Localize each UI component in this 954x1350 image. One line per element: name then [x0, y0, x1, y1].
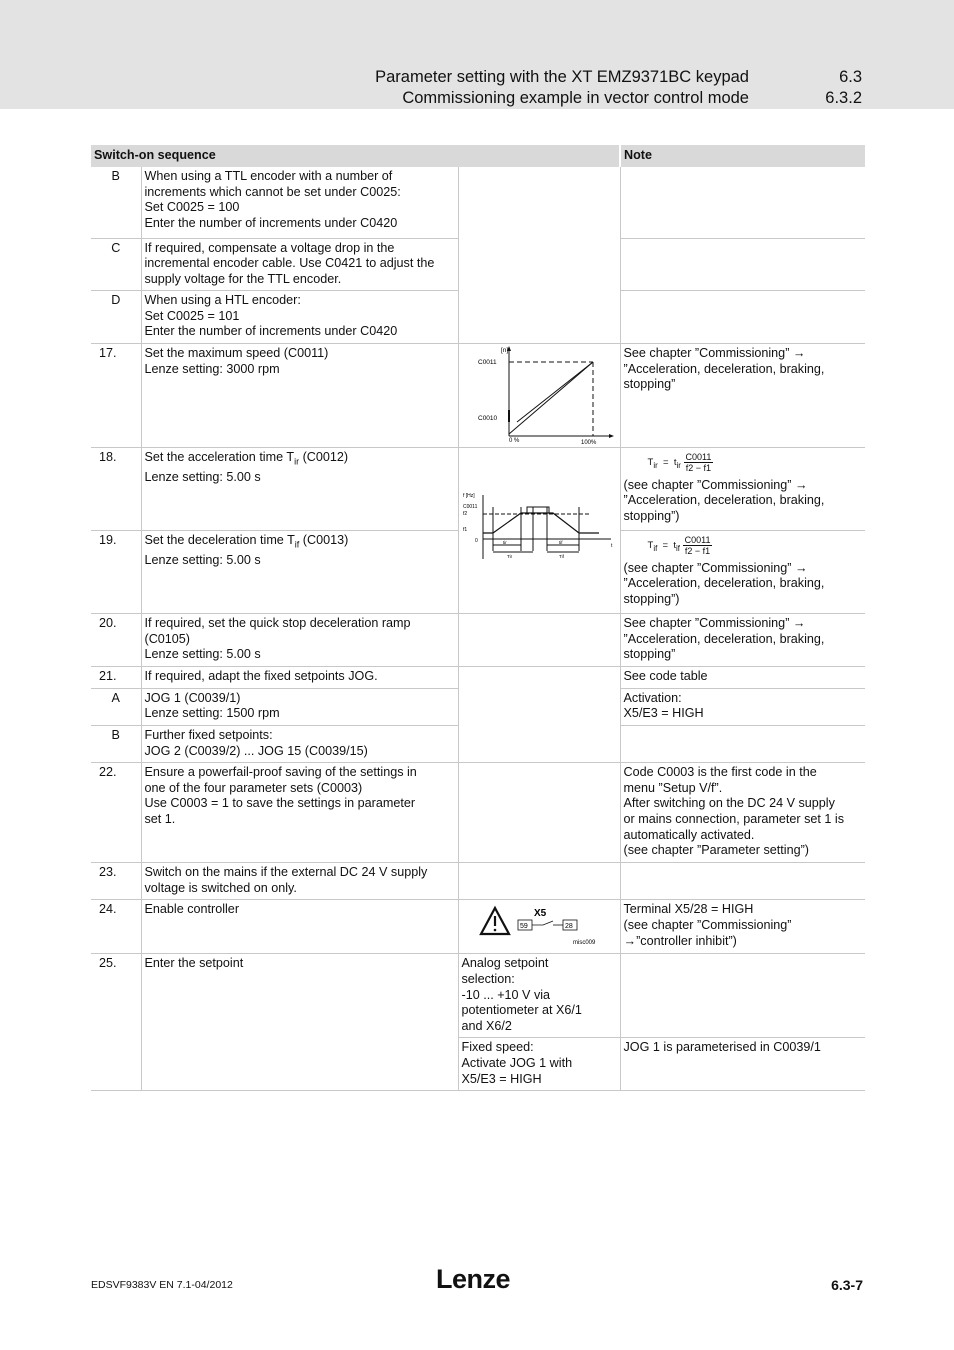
figure-cell-empty	[458, 614, 620, 667]
x-zero-label: 0 %	[508, 438, 519, 445]
x-full-label: 100%	[580, 440, 596, 445]
table-row	[91, 863, 865, 900]
table-row	[91, 954, 865, 1038]
f1-label: f1	[462, 526, 467, 533]
step-id: C	[91, 238, 141, 291]
switch-contact	[532, 921, 553, 925]
table-row	[91, 763, 865, 863]
deceleration-formula: $T_{if} = t_{if}$ $\frac{C0011}{f2 - f1}$	[647, 535, 711, 557]
step-desc: If required, adapt the fixed setpoints JOG.	[141, 667, 458, 689]
speed-diagram-cell	[458, 344, 620, 448]
t-label: t	[610, 542, 612, 549]
table-row	[91, 344, 865, 448]
x-axis-arrow	[609, 434, 614, 438]
speed-setpoint-diagram	[461, 346, 617, 444]
col-header-note: Note	[620, 145, 865, 167]
step-desc: Switch on the mains if the external DC 24 V supply voltage is switched on only.	[141, 863, 458, 900]
col-header-sequence: Switch-on sequence	[91, 145, 620, 167]
step-desc: If required, compensate a voltage drop in the incremental encoder cable. Use C0421 to adjust the supply voltage for the TTL encoder.	[141, 238, 458, 291]
x5-label: X5	[533, 908, 546, 920]
step-desc: Ensure a powerfail-proof saving of the settings in one of the four parameter sets (C0003) Use C0003 = 1 to save the settings in parameter set 1.	[141, 763, 458, 863]
c0010-label: C0010	[477, 415, 497, 423]
terminal-28-label: 28	[564, 923, 573, 931]
terminal-59-label: 59	[519, 923, 528, 931]
header-subsection-number: 6.3.2	[825, 89, 862, 107]
step-note	[620, 954, 865, 1038]
step-desc: Set the deceleration time $T_{if}$ (C0013) Lenze setting: 5.00 s	[141, 531, 458, 614]
step-desc: If required, set the quick stop deceleration ramp (C0105) Lenze setting: 5.00 s	[141, 614, 458, 667]
setpoint-option-analog: Analog setpoint selection: -10 ... +10 V via potentiometer at X6/1 and X6/2	[458, 954, 620, 1038]
step-desc: Enter the setpoint	[141, 954, 458, 1091]
step-id: B	[91, 726, 141, 763]
step-note: Code C0003 is the first code in the menu ”Setup V/f”. After switching on the DC 24 V supply or mains connection, parameter set 1 is automatically activated. (see chapter ”Parameter setting”)	[620, 763, 865, 863]
step-desc: JOG 1 (C0039/1) Lenze setting: 1500 rpm	[141, 688, 458, 725]
step-desc: When using a TTL encoder with a number of increments which cannot be set under C0025: Set C0025 = 100 Enter the number of increments under C0420	[141, 167, 458, 238]
Tif-label: Tif	[558, 553, 564, 559]
step-note: $T_{if} = t_{if}$ $\frac{C0011}{f2 - f1}$ (see chapter ”Commissioning” → ”Acceleration, deceleration, braking, stopping”)	[620, 531, 865, 614]
step-desc: When using a HTL encoder: Set C0025 = 101 Enter the number of increments under C0420	[141, 291, 458, 344]
figure-cell-empty	[458, 763, 620, 863]
step-number: 23.	[91, 863, 141, 900]
step-note: Activation: X5/E3 = HIGH	[620, 688, 865, 725]
step-desc: Set the maximum speed (C0011) Lenze setting: 3000 rpm	[141, 344, 458, 448]
step-note: JOG 1 is parameterised in C0039/1	[620, 1038, 865, 1091]
ramp-time-diagram	[461, 491, 617, 571]
step-note: $T_{ir} = t_{ir}$ $\frac{C0011}{f2 - f1}$ (see chapter ”Commissioning” → ”Acceleration, deceleration, braking, stopping”)	[620, 448, 865, 531]
step-number: 20.	[91, 614, 141, 667]
ramp-diagram-cell	[458, 448, 620, 614]
f2-label: f2	[462, 510, 467, 517]
table-row	[91, 900, 865, 954]
speed-line-1	[509, 362, 593, 434]
figure-code: misc009	[572, 940, 595, 947]
step-id: A	[91, 688, 141, 725]
warning-dot-icon	[493, 929, 496, 932]
table-header-row	[91, 145, 865, 167]
speed-line-2	[517, 362, 593, 422]
figure-cell-empty	[458, 167, 620, 344]
step-desc: Further fixed setpoints: JOG 2 (C0039/2) ... JOG 15 (C0039/15)	[141, 726, 458, 763]
step-id: B	[91, 167, 141, 238]
step-number: 22.	[91, 763, 141, 863]
y-axis-label: [n]	[500, 347, 508, 355]
header-title-1: Parameter setting with the XT EMZ9371BC keypad	[375, 68, 749, 86]
table-row	[91, 167, 865, 238]
y-label: f [Hz]	[462, 492, 475, 499]
step-number: 24.	[91, 900, 141, 954]
table-row	[91, 667, 865, 689]
step-note	[620, 238, 865, 291]
table-row	[91, 448, 865, 531]
lenze-logo: Lenze	[436, 1264, 511, 1294]
Tir-label: Tir	[506, 553, 512, 559]
zero-label: 0	[474, 537, 478, 544]
step-note	[620, 167, 865, 238]
figure-cell-empty	[458, 667, 620, 763]
c0011-label: C0011	[477, 359, 497, 367]
tif-label: tif	[558, 539, 563, 545]
step-id: D	[91, 291, 141, 344]
figure-cell-empty	[458, 863, 620, 900]
step-note: See chapter ”Commissioning” → ”Acceleration, deceleration, braking, stopping”	[620, 344, 865, 448]
step-number: 19.	[91, 531, 141, 614]
page-number: 6.3-7	[831, 1277, 863, 1293]
plateau-box	[527, 507, 549, 513]
setpoint-option-fixed: Fixed speed: Activate JOG 1 with X5/E3 = HIGH	[458, 1038, 620, 1091]
step-note	[620, 726, 865, 763]
step-desc: Enable controller	[141, 900, 458, 954]
controller-enable-diagram	[461, 902, 617, 948]
step-note: Terminal X5/28 = HIGH (see chapter ”Commissioning” →”controller inhibit”)	[620, 900, 865, 954]
step-number: 25.	[91, 954, 141, 1091]
document-id: EDSVF9383V EN 7.1-04/2012	[91, 1279, 233, 1291]
ramp-profile	[483, 513, 599, 533]
step-note: See code table	[620, 667, 865, 689]
step-note	[620, 863, 865, 900]
tir-label: tir	[502, 539, 507, 545]
step-number: 18.	[91, 448, 141, 531]
controller-enable-figure-cell	[458, 900, 620, 954]
header-title-2: Commissioning example in vector control mode	[402, 89, 749, 107]
step-number: 21.	[91, 667, 141, 689]
step-note	[620, 291, 865, 344]
step-desc: Set the acceleration time $T_{ir}$ (C0012) Lenze setting: 5.00 s	[141, 448, 458, 531]
acceleration-formula: $T_{ir} = t_{ir}$ $\frac{C0011}{f2 - f1}$	[647, 452, 712, 474]
commissioning-table	[91, 145, 865, 1091]
step-number: 17.	[91, 344, 141, 448]
step-note: See chapter ”Commissioning” → ”Acceleration, deceleration, braking, stopping”	[620, 614, 865, 667]
header-section-number: 6.3	[839, 68, 862, 86]
page-header	[0, 0, 954, 109]
table-row	[91, 614, 865, 667]
c0011-label: C0011	[462, 503, 477, 510]
